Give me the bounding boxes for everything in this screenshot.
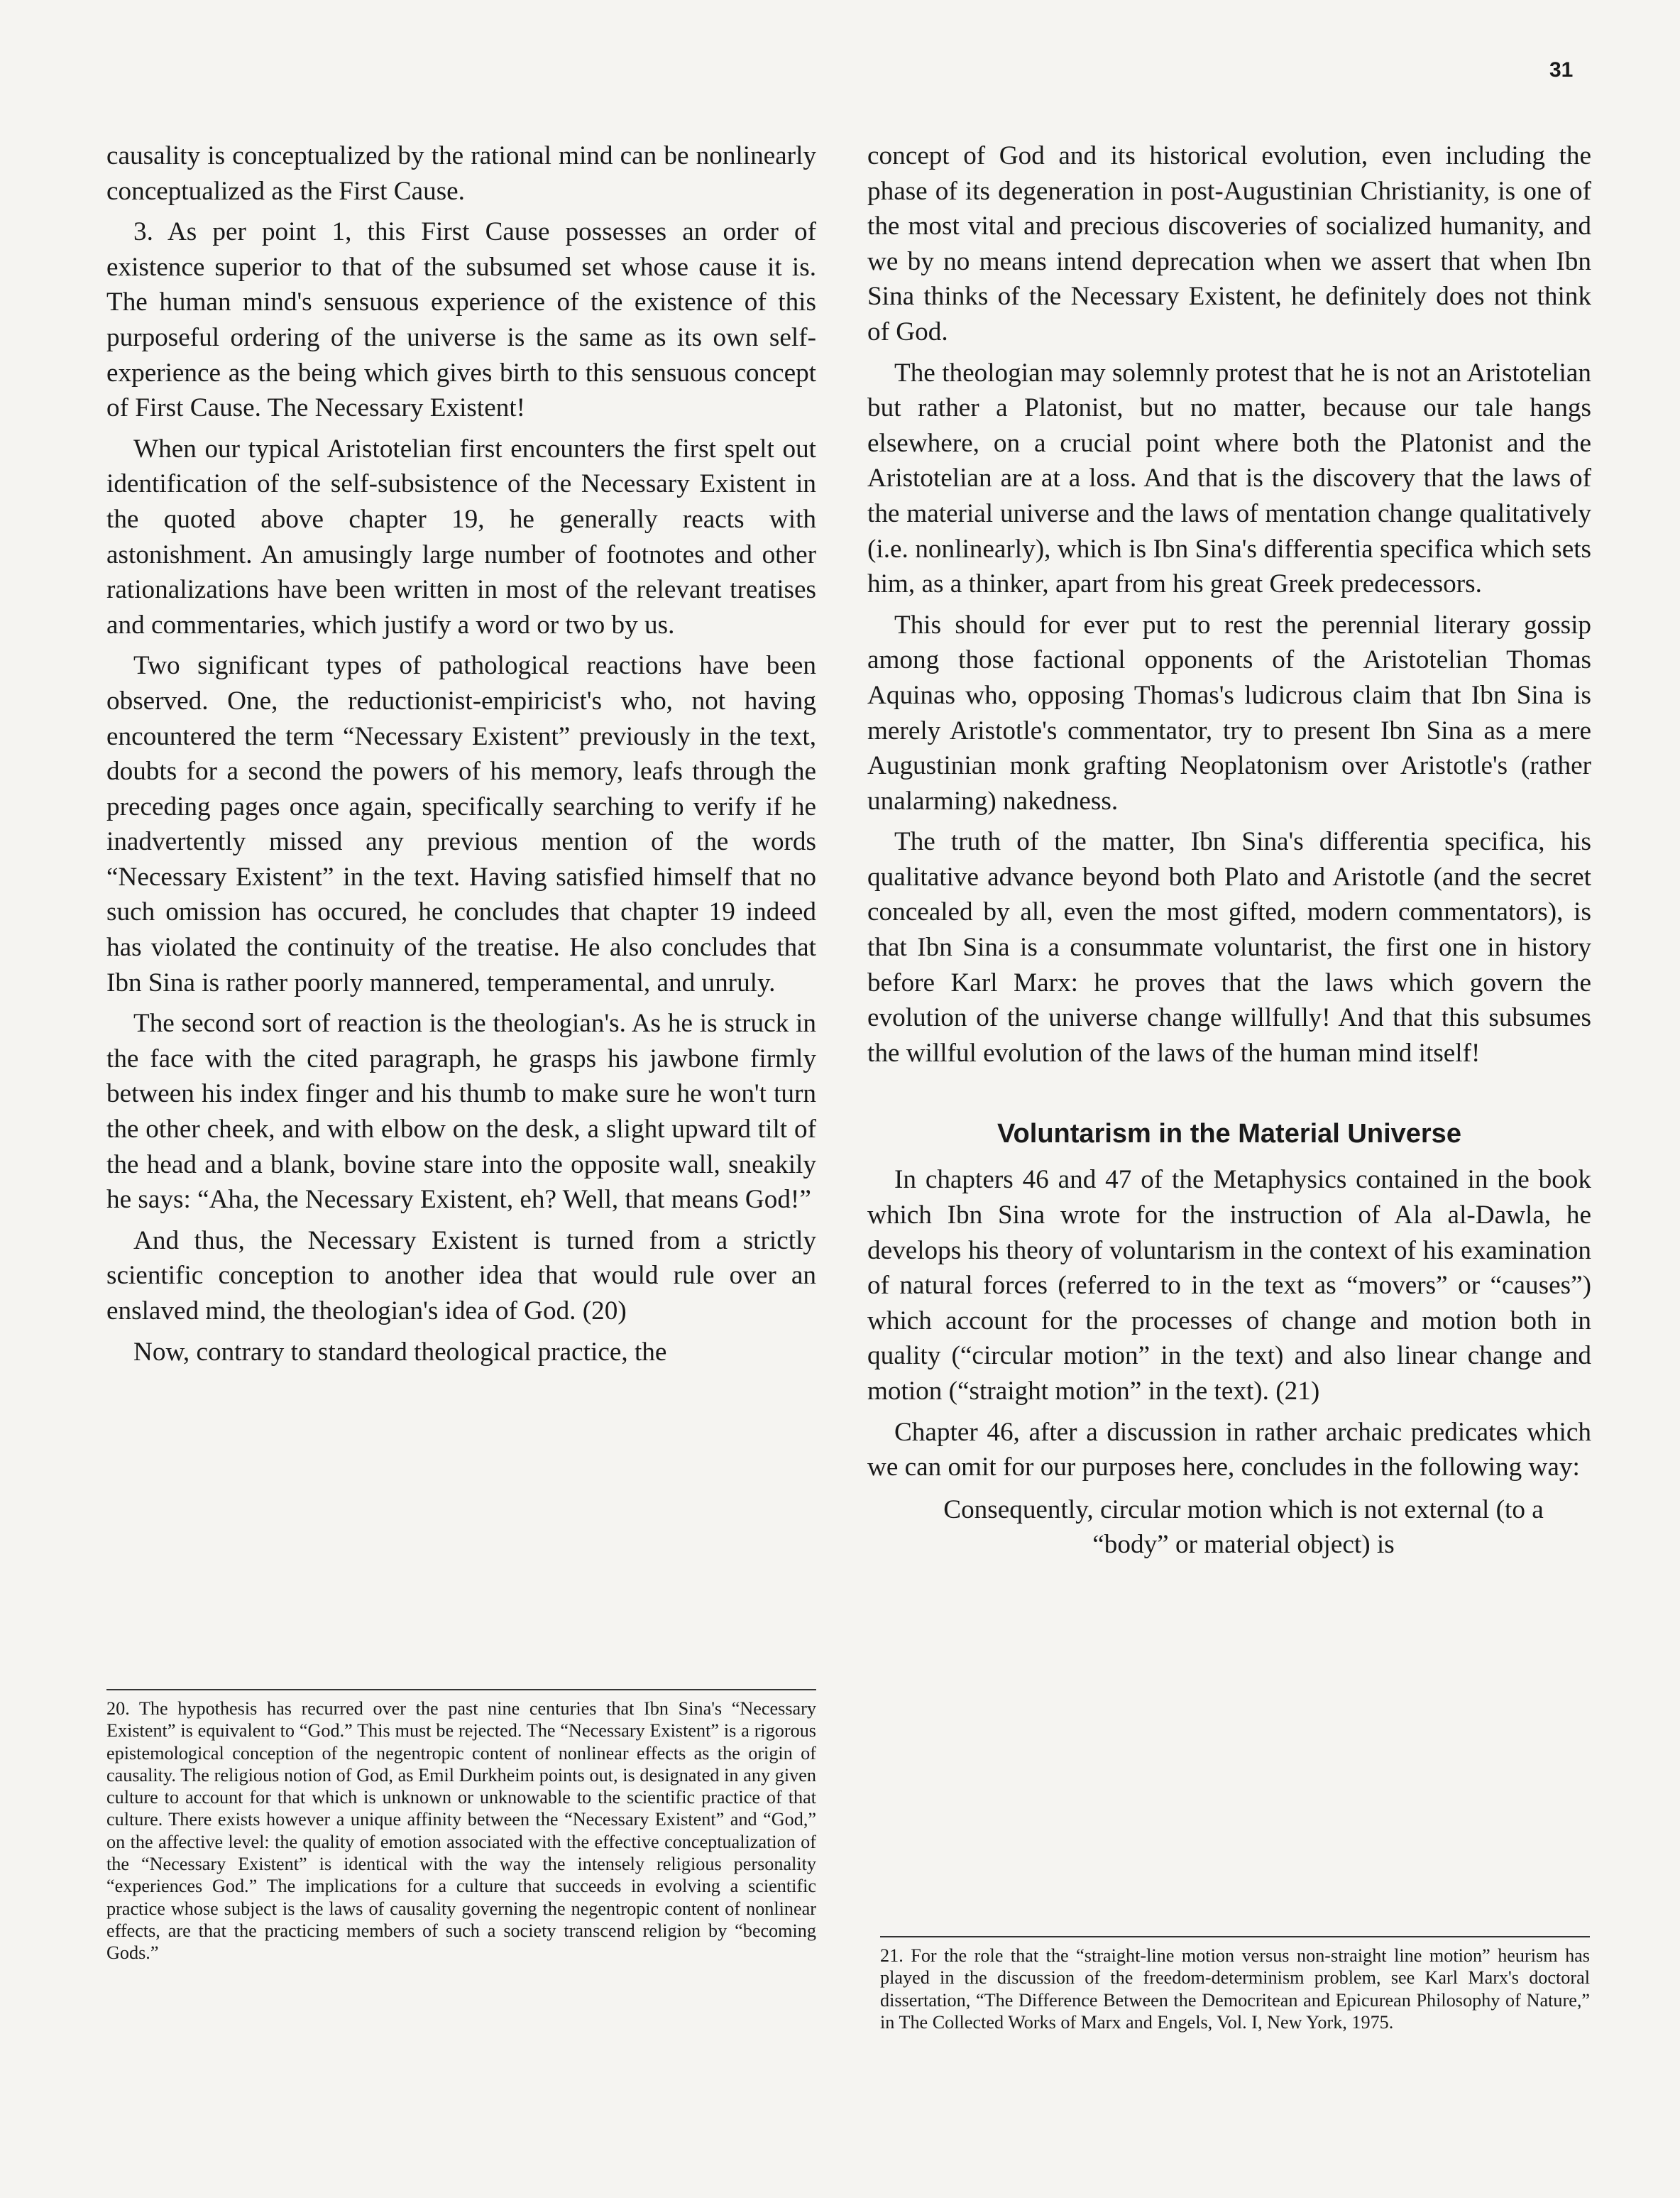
footnote-20 [106,1672,816,1964]
paragraph: causality is conceptualized by the rational mind can be nonlinearly conceptualized as the First Cause. [106,141,816,206]
section-heading: Voluntarism in the Material Universe [997,1119,1461,1149]
paragraph: Chapter 46, after a discussion in rather archaic predicates which we can omit for our purposes here, concludes in the following way: [867,1417,1591,1482]
paragraph: The theologian may solemnly protest that he is not an Aristotelian but rather a Platonist, but no matter, because our tale hangs elsewhere, on a crucial point where both the Platonist and the Aristotelian are at a loss. And that is the discovery that the laws of the material universe and the laws of mentation change qualitatively (i.e. nonlinearly), which is Ibn Sina's differentia specifica which sets him, as a thinker, apart from his great Greek predecessors. [867,358,1591,599]
right-column [867,138,1591,1563]
paragraph: And thus, the Necessary Existent is turned from a strictly scientific conception to another idea that would rule over an enslaved mind, the theologian's idea of God. (20) [106,1225,816,1325]
footnote-21 [880,1919,1590,2033]
left-column [106,138,816,1375]
block-quote: Consequently, circular motion which is not external (to a “body” or material object) is [943,1494,1544,1560]
paragraph: The second sort of reaction is the theologian's. As he is struck in the face with the cited paragraph, he grasps his jawbone firmly between his index finger and his thumb to make sure he won't turn the other cheek, and with elbow on the desk, a slight upward tilt of the head and a blank, bovine stare into the opposite wall, sneakily he says: “Aha, the Necessary Existent, eh? Well, that means God!” [106,1009,816,1215]
paragraph: The truth of the matter, Ibn Sina's differentia specifica, his qualitative advance beyond both Plato and Aristotle (and the secret concealed by all, even the most gifted, modern commentators), is that Ibn Sina is a consummate voluntarist, the first one in history before Karl Marx: he proves that the laws which govern the evolution of the universe change willfully! And that this subsumes the willful evolution of the laws of the human mind itself! [867,827,1591,1068]
paragraph: This should for ever put to rest the perennial literary gossip among those factional opponents of the Aristotelian Thomas Aquinas who, opposing Thomas's ludicrous claim that Ibn Sina is merely Aristotle's commentator, try to present Ibn Sina as a mere Augustinian monk grafting Neoplatonism over Aristotle's (rather unalarming) nakedness. [867,610,1591,816]
paragraph: Now, contrary to standard theological practice, the [133,1337,667,1367]
paragraph: In chapters 46 and 47 of the Metaphysics contained in the book which Ibn Sina wrote for the instruction of Ala al-Dawla, he develops his theory of voluntarism in the context of his examination of natural forces (referred to in the text as “movers” or “causes”) which account for the processes of change and motion both in quality (“circular motion” in the text) and also linear change and motion (“straight motion” in the text). (21) [867,1165,1591,1406]
footnote-text: 20. The hypothesis has recurred over the past nine centuries that Ibn Sina's “Necessary Existent” is equivalent to “God.” This must be rejected. The “Necessary Existent” is a rigorous epistemological conception of the negentropic content of nonlinear effects as the origin of causality. The religious notion of God, as Emil Durkheim points out, is designated in any given culture to account for that which is unknown or unknowable to the scientific practice of that culture. There exists however a unique affinity between the “Necessary Existent” and “God,” on the affective level: the quality of emotion associated with the effective conceptualization of the “Necessary Existent” is identical with the way the intensely religious personality “experiences God.” The implications for a culture that succeeds in evolving a scientific practice whose subject is the laws of causality governing the negentropic content of nonlinear effects, are that the practicing members of such a society transcend religion by “becoming Gods.” [106,1698,816,1964]
footnote-text: 21. For the role that the “straight-line motion versus non-straight line motion” heurism has played in the discussion of the freedom-determinism problem, see Karl Marx's doctoral dissertation, “The Difference Between the Democritean and Epicurean Philosophy of Nature,” in The Collected Works of Marx and Engels, Vol. I, New York, 1975. [880,1945,1590,2033]
page-number: 31 [1549,58,1574,82]
paragraph: When our typical Aristotelian first encounters the first spelt out identification of the self-subsistence of the Necessary Existent in the quoted above chapter 19, he generally reacts with astonishment. An amusingly large number of footnotes and other rationalizations have been written in most of the relevant treatises and commentaries, which justify a word or two by us. [106,434,816,640]
paragraph: concept of God and its historical evolution, even including the phase of its degeneration in post-Augustinian Christianity, is one of the most vital and precious discoveries of socialized humanity, and we by no means intend deprecation when we assert that when Ibn Sina thinks of the Necessary Existent, he definitely does not think of God. [867,141,1591,346]
paragraph: 3. As per point 1, this First Cause possesses an order of existence superior to that of the subsumed set whose cause it is. The human mind's sensuous experience of the existence of this purposeful ordering of the universe is the same as its own self-experience as the being which gives birth to this sensuous concept of First Cause. The Necessary Existent! [106,217,816,423]
paragraph: Two significant types of pathological reactions have been observed. One, the reductionist-empiricist's who, not having encountered the term “Necessary Existent” previously in the text, doubts for a second the powers of his memory, leafs through the preceding pages once again, specifically searching to verify if he inadvertently missed any previous mention of the words “Necessary Existent” in the text. Having satisfied himself that no such omission has occured, he concludes that chapter 19 indeed has violated the continuity of the treatise. He also concludes that Ibn Sina is rather poorly mannered, temperamental, and unruly. [106,651,816,997]
footnote-rule [106,1689,816,1690]
footnote-rule [880,1936,1590,1937]
